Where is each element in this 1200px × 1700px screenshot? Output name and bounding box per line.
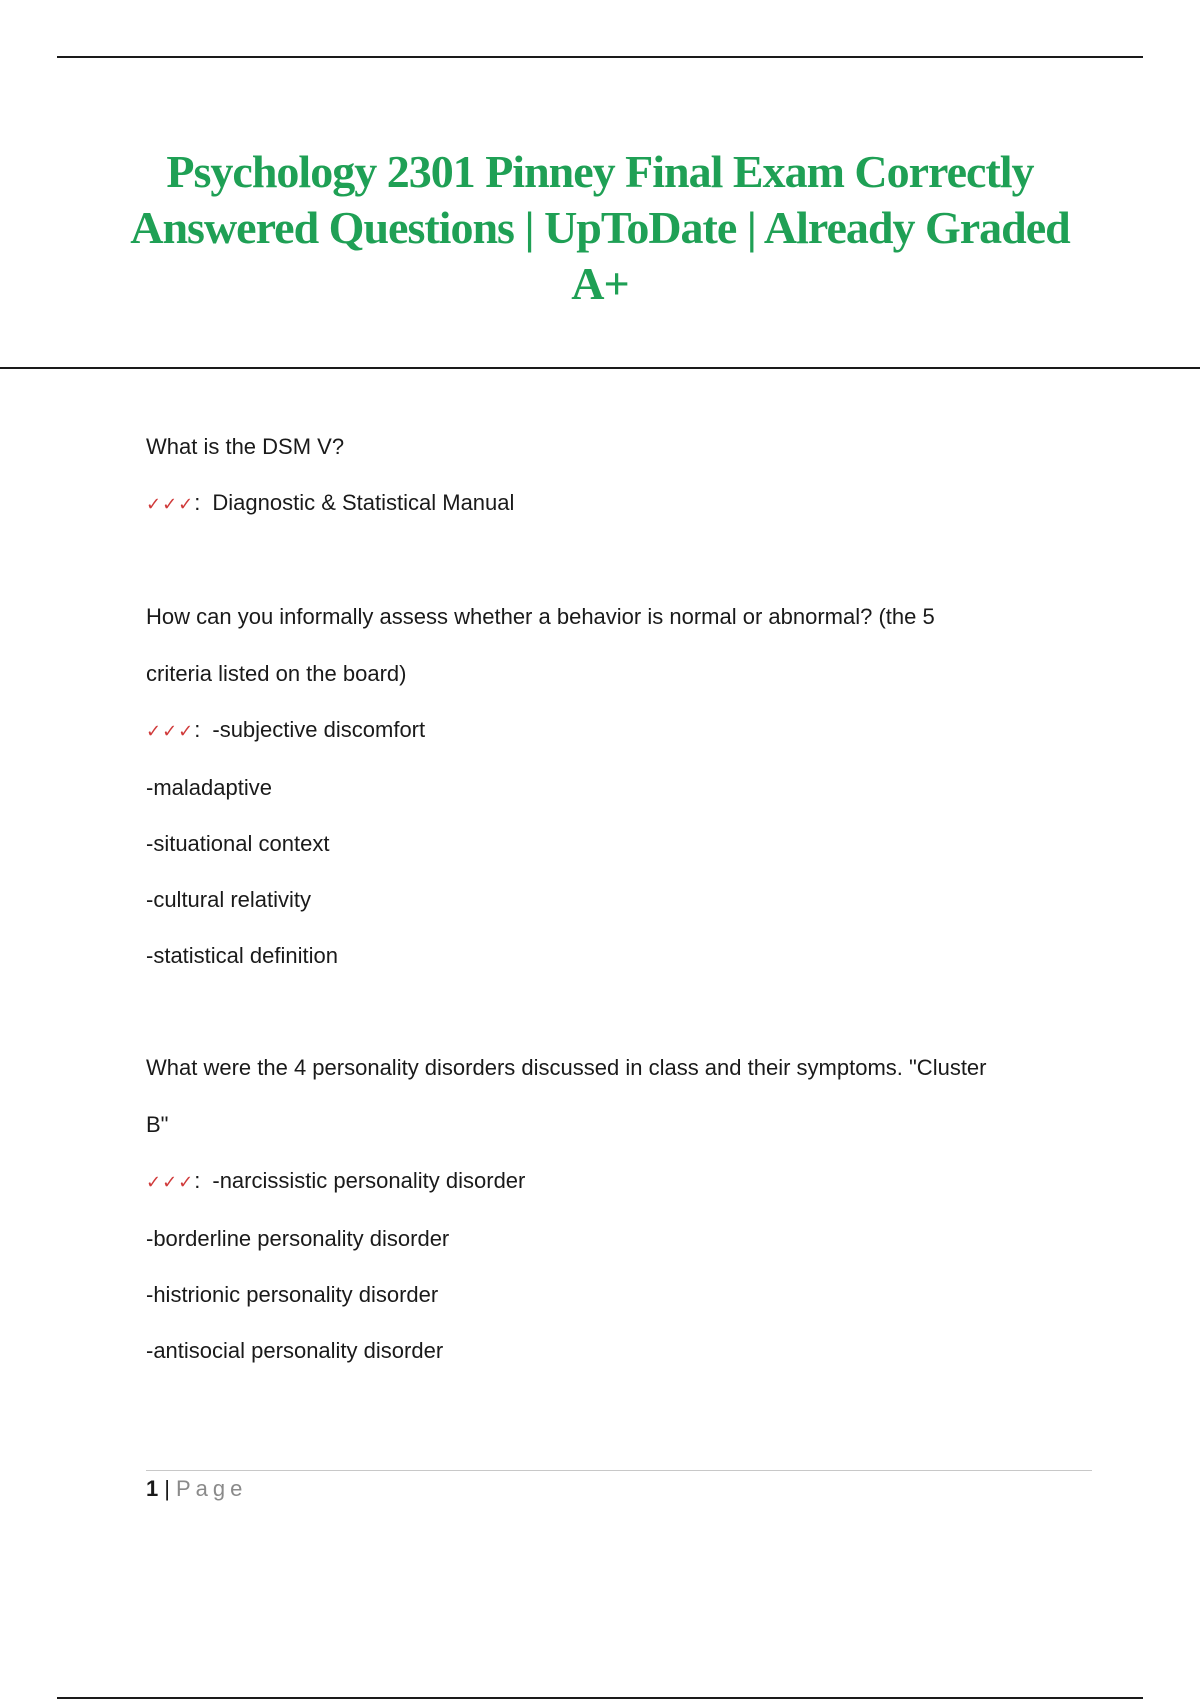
question-line: criteria listed on the board) (146, 661, 407, 686)
header-top-rule (57, 56, 1143, 58)
check-colon: : (194, 1168, 201, 1193)
answer-text: -subjective discomfort (212, 717, 426, 742)
document-title: Psychology 2301 Pinney Final Exam Correctly Answered Questions | UpToDate | Already Graded A+ (130, 146, 1070, 309)
page-footer (146, 1474, 247, 1504)
answer-line: -situational context (146, 831, 330, 856)
question-line: How can you informally assess whether a behavior is normal or abnormal? (the 5 (146, 604, 935, 629)
qa-list (146, 418, 1086, 1379)
answer-line (146, 475, 1086, 533)
answer-line (146, 702, 1086, 760)
answer-line: -cultural relativity (146, 887, 312, 912)
answer-line: -statistical definition (146, 943, 338, 968)
question (146, 1039, 1086, 1153)
answer-line (146, 1153, 1086, 1211)
question-line: What is the DSM V? (146, 434, 345, 459)
page-number: 1 (146, 1476, 159, 1501)
page-bottom-rule (57, 1697, 1143, 1699)
page-separator: | (164, 1476, 170, 1501)
footer-rule (146, 1470, 1092, 1471)
answer-line: -antisocial personality disorder (146, 1338, 444, 1363)
qa-item (146, 1039, 1086, 1379)
question-line: B" (146, 1112, 169, 1137)
answer (146, 475, 1086, 533)
answer-line: -maladaptive (146, 775, 272, 800)
answer (146, 702, 1086, 984)
check-marks-icon: ✓✓✓ (146, 1172, 195, 1193)
qa-item (146, 588, 1086, 984)
check-colon: : (194, 490, 201, 515)
check-colon: : (194, 717, 201, 742)
question (146, 418, 1086, 475)
check-marks-icon: ✓✓✓ (146, 721, 195, 742)
qa-item (146, 418, 1086, 533)
answer-text: Diagnostic & Statistical Manual (212, 490, 515, 515)
answer-text: -narcissistic personality disorder (212, 1168, 526, 1193)
question-line: What were the 4 personality disorders discussed in class and their symptoms. "Cluster (146, 1055, 987, 1080)
header-bottom-rule (0, 367, 1200, 369)
answer-line: -borderline personality disorder (146, 1226, 450, 1251)
answer (146, 1153, 1086, 1379)
check-marks-icon: ✓✓✓ (146, 494, 195, 515)
answer-line: -histrionic personality disorder (146, 1282, 439, 1307)
question (146, 588, 1086, 702)
page-label: Page (175, 1476, 248, 1501)
